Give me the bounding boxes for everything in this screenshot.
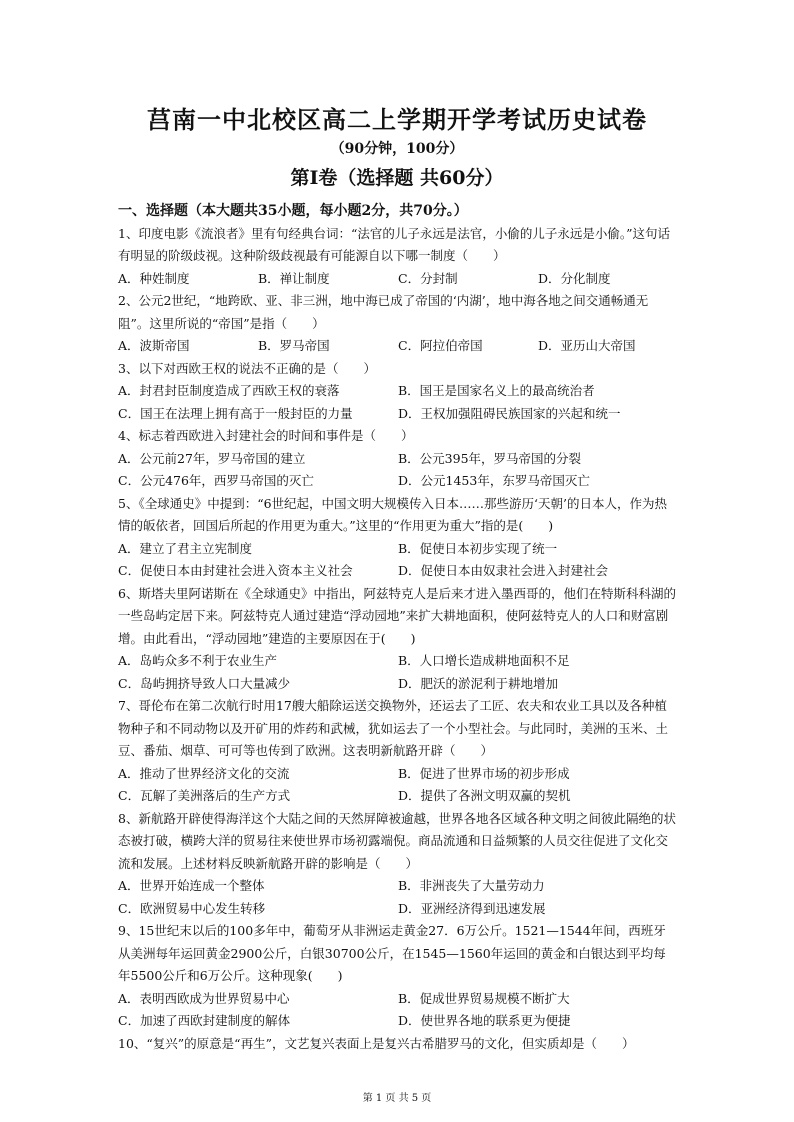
question-3 <box>118 358 678 426</box>
option-A: A．封君封臣制度造成了西欧王权的衰落 <box>118 383 340 398</box>
option-A: A．表明西欧成为世界贸易中心 <box>118 990 290 1006</box>
option-D: D．亚历山大帝国 <box>538 338 636 353</box>
option-C: C．促使日本由封建社会进入资本主义社会 <box>118 563 353 578</box>
question-1 <box>118 223 678 291</box>
option-B: B．促进了世界市场的初步形成 <box>398 765 570 781</box>
options-row <box>118 875 678 920</box>
option-C: C．加速了西欧封建制度的解体 <box>118 1013 291 1028</box>
option-A: A．公元前27年，罗马帝国的建立 <box>118 450 306 466</box>
volume-heading: 第Ⅰ卷（选择题 共60分） <box>290 167 504 189</box>
option-B: B．非洲丧失了大量劳动力 <box>398 878 545 893</box>
option-C: C．分封制 <box>398 270 458 286</box>
questions-container <box>118 223 678 1056</box>
page-footer: 第 1 页 共 5 页 <box>362 1093 432 1104</box>
question-4 <box>118 425 678 493</box>
option-C: C．国王在法理上拥有高于一般封臣的力量 <box>118 405 353 421</box>
options-row <box>118 380 678 425</box>
question-10 <box>118 1033 678 1056</box>
option-A: A．种姓制度 <box>118 270 190 286</box>
question-6 <box>118 583 678 696</box>
options-row <box>118 763 678 808</box>
question-stem: 8、新航路开辟使得海洋这个大陆之间的天然屏障被逾越，世界各地各区域各种文明之间彼此隔绝的状态被打破，横跨大洋的贸易往来使世界市场初露端倪。商品流通和日益频繁的人员交往促进了文化交流和发展。上述材料反映新航路开辟的影响是（ ） <box>118 810 676 871</box>
option-C: C．岛屿拥挤导致人口大量减少 <box>118 675 291 691</box>
question-5 <box>118 493 678 583</box>
exam-title: 莒南一中北校区高二上学期开学考试历史试卷 <box>147 105 647 134</box>
question-stem: 1、印度电影《流浪者》里有句经典台词：“法官的儿子永远是法官，小偷的儿子永远是小偷。”这句话有明显的阶级歧视。这种阶级歧视最有可能源自以下哪一制度（ ） <box>118 225 670 263</box>
question-stem: 5、《全球通史》中提到：“6世纪起，中国文明大规模传入日本……那些游历‘天朝’的日本人，作为热情的皈依者，回国后所起的作用更为重大。”这里的“作用更为重大”指的是( ) <box>118 495 667 533</box>
option-D: D．分化制度 <box>538 270 611 286</box>
question-7 <box>118 695 678 808</box>
option-A: A．波斯帝国 <box>118 338 190 353</box>
options-row <box>118 538 678 583</box>
question-stem: 9、15世纪末以后的100多年中，葡萄牙从非洲运走黄金27．6万公斤。1521—1544年间，西班牙从美洲每年运回黄金2900公斤，白银30700公斤，在1545—1560年运回的黄金和白银达到平均每年5500公斤和6万公斤。这种现象( ) <box>118 923 666 983</box>
option-A: A．岛屿众多不利于农业生产 <box>118 653 278 668</box>
option-B: B．促使日本初步实现了统一 <box>398 540 558 556</box>
option-D: D．提供了各洲文明双赢的契机 <box>398 788 571 803</box>
option-D: D．王权加强阻碍民族国家的兴起和统一 <box>398 405 621 421</box>
option-B: B．禅让制度 <box>258 270 330 286</box>
option-A: A．世界开始连成一个整体 <box>118 878 265 893</box>
option-D: D．公元1453年，东罗马帝国灭亡 <box>398 473 590 488</box>
option-D: D．促使日本由奴隶社会进入封建社会 <box>398 563 609 578</box>
options-row <box>118 448 678 493</box>
question-stem: 4、标志着西欧进入封建社会的时间和事件是（ ） <box>118 428 414 443</box>
option-D: D．使世界各地的联系更为便捷 <box>398 1013 571 1028</box>
option-A: A．建立了君主立宪制度 <box>118 540 253 556</box>
options-row <box>118 335 678 358</box>
question-2 <box>118 290 678 358</box>
question-stem: 7、哥伦布在第二次航行时用17艘大船除运送交换物外，还运去了工匠、农夫和农业工具以及各种植物种子和不同动物以及开矿用的炸药和武械，犹如运去了一个小型社会。与此同时，美洲的玉米、土豆、番茄、烟草、可可等也传到了欧洲。这表明新航路开辟（ ） <box>118 698 669 758</box>
options-row <box>118 268 678 291</box>
option-C: C．阿拉伯帝国 <box>398 338 483 353</box>
option-D: D．亚洲经济得到迅速发展 <box>398 900 546 916</box>
question-stem: 10、“复兴”的原意是“再生”，文艺复兴表面上是复兴古希腊罗马的文化，但实质却是（ ） <box>118 1035 635 1051</box>
option-C: C．瓦解了美洲落后的生产方式 <box>118 788 291 803</box>
option-D: D．肥沃的淤泥利于耕地增加 <box>398 675 559 691</box>
options-row <box>118 650 678 695</box>
option-B: B．公元395年，罗马帝国的分裂 <box>398 450 582 466</box>
question-8 <box>118 808 678 921</box>
option-B: B．促成世界贸易规模不断扩大 <box>398 990 570 1006</box>
section-heading: 一、选择题（本大题共35小题，每小题2分，共70分。） <box>118 203 468 219</box>
options-row <box>118 988 678 1033</box>
option-B: B．国王是国家名义上的最高统治者 <box>398 383 595 398</box>
question-9 <box>118 920 678 1033</box>
option-C: C．欧洲贸易中心发生转移 <box>118 900 266 916</box>
option-A: A．推动了世界经济文化的交流 <box>118 765 290 781</box>
exam-subtitle: （90分钟，100分） <box>330 141 464 157</box>
option-B: B．人口增长造成耕地面积不足 <box>398 653 570 668</box>
option-B: B．罗马帝国 <box>258 338 330 353</box>
option-C: C．公元476年，西罗马帝国的灭亡 <box>118 473 314 488</box>
question-stem: 2、公元2世纪，“地跨欧、亚、非三洲，地中海已成了帝国的‘内湖’，地中海各地之间交通畅通无阻”。这里所说的“帝国”是指（ ） <box>118 293 649 331</box>
question-list <box>118 200 678 1055</box>
question-stem: 3、以下对西欧王权的说法不正确的是（ ） <box>118 360 376 376</box>
question-stem: 6、斯塔夫里阿诺斯在《全球通史》中指出，阿兹特克人是后来才进入墨西哥的，他们在特斯科科湖的一些岛屿定居下来。阿兹特克人通过建造“浮动园地”来扩大耕地面积，使阿兹特克人的人口和财富剧增。由此看出，“浮动园地”建造的主要原因在于( ) <box>118 585 676 646</box>
